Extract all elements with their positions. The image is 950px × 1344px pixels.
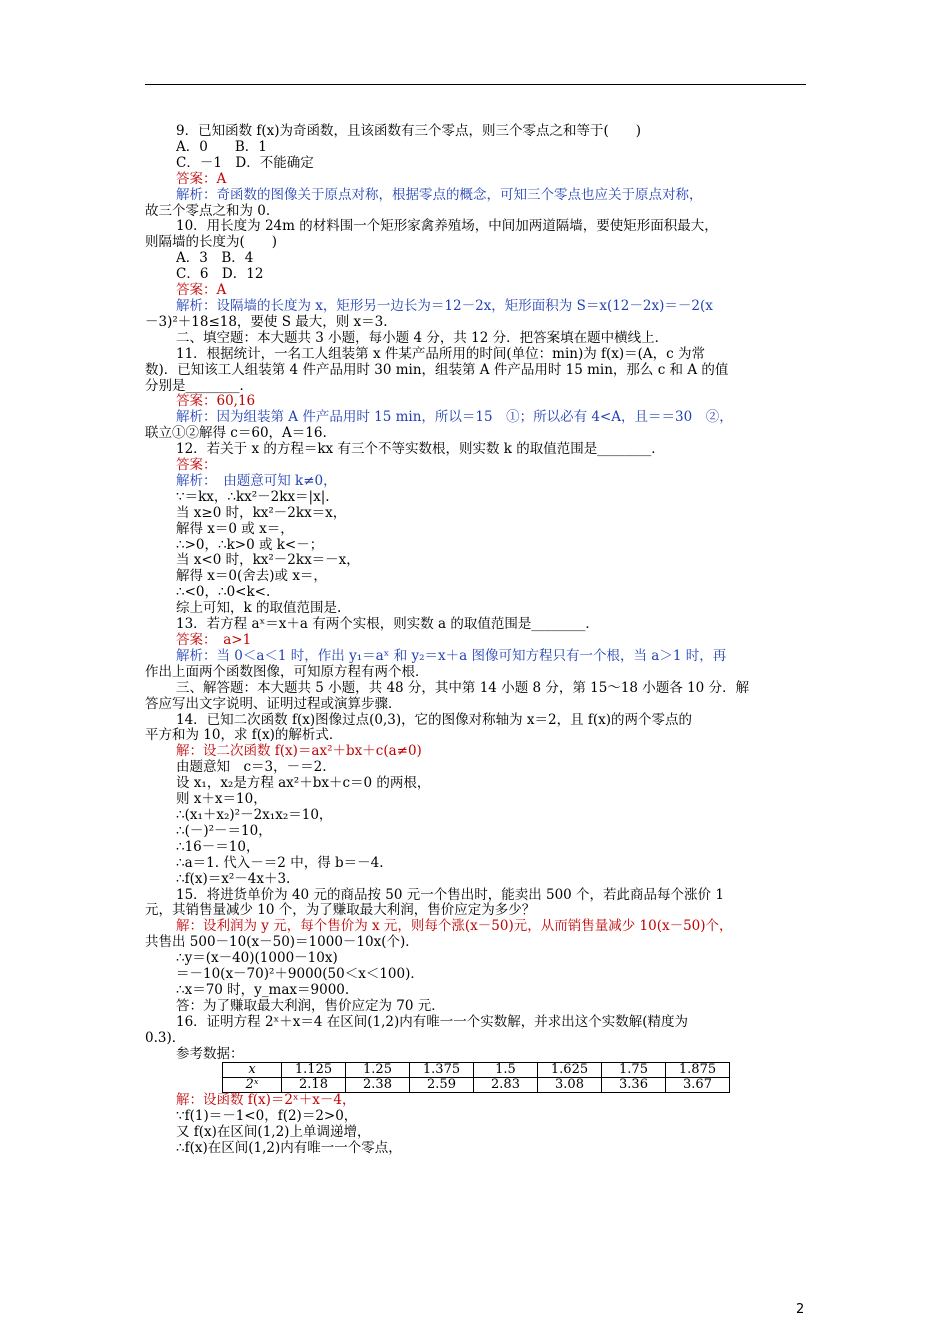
table-cell: 2.59: [410, 1078, 474, 1093]
q9-options-ab: A．0 B．1: [176, 138, 267, 155]
question-11: 11．根据统计，一名工人组装第 x 件某产品所用的时间(单位：min)为 f(x)＝(A，c 为常: [176, 345, 706, 362]
table-cell: 1.5: [474, 1063, 538, 1078]
q12-step: 当 x≥0 时，kx²－2kx＝x，: [176, 504, 347, 521]
q15-solution: 解：设利润为 y 元，每个售价为 x 元，则每个涨(x－50)元，从而销售量减少 10(x－50)个，: [176, 918, 733, 935]
q15-step: ∴x＝70 时，y_max＝9000.: [176, 981, 350, 998]
question-11-cont: 数)．已知该工人组装第 4 件产品用时 30 min，组装第 A 件产品用时 15 min，那么 c 和 A 的值: [145, 361, 729, 378]
question-15: 15．将进货单价为 40 元的商品按 50 元一个售出时，能卖出 500 个，若此商品每个涨价 1: [176, 886, 724, 903]
document-body: [145, 124, 806, 1157]
section-solve-heading-cont: 答应写出文字说明、证明过程或演算步骤．: [145, 695, 402, 712]
q11-explanation: 解析：因为组装第 A 件产品用时 15 min，所以＝15 ①；所以必有 4<A，且＝＝30 ②，: [176, 409, 733, 426]
q12-step: 解得 x＝0(舍去)或 x＝，: [176, 568, 327, 585]
q12-step: 解得 x＝0 或 x＝，: [176, 520, 294, 537]
table-cell: 1.25: [346, 1063, 410, 1078]
question-10-cont: 则隔墙的长度为( ): [145, 234, 278, 251]
q12-step: ∴<0，∴0<k<.: [176, 584, 271, 601]
q9-explanation: 解析：奇函数的图像关于原点对称，根据零点的概念，可知三个零点也应关于原点对称，: [176, 186, 703, 203]
section-solve-heading: 三、解答题：本大题共 5 小题，共 48 分，其中第 14 小题 8 分，第 15～18 小题各 10 分．解: [176, 679, 750, 696]
q11-answer: 答案：60,16: [176, 393, 256, 410]
q14-solution: 解：设二次函数 f(x)＝ax²＋bx＋c(a≠0): [176, 743, 422, 760]
question-15-cont: 元，其销售量减少 10 个，为了赚取最大利润，售价应定为多少？: [145, 902, 536, 919]
q14-result: ∴f(x)＝x²－4x＋3.: [176, 870, 291, 887]
table-header-cell: x: [223, 1063, 282, 1078]
q14-step: ∴16－＝10，: [176, 838, 260, 855]
q14-step: ∴(－)²－＝10，: [176, 822, 272, 839]
q15-step: ∴y＝(x－40)(1000－10x): [176, 950, 338, 967]
q13-explanation-cont: 作出上面两个函数图像，可知原方程有两个根．: [145, 663, 429, 680]
table-row: [223, 1078, 730, 1093]
q10-options-ab: A．3 B．4: [176, 250, 254, 267]
question-16-cont: 0.3)．: [145, 1029, 186, 1046]
table-cell: 3.36: [602, 1078, 666, 1093]
q12-step: ∴>0，∴k>0 或 k<－；: [176, 536, 324, 553]
question-12: 12．若关于 x 的方程＝kx 有三个不等实数根，则实数 k 的取值范围是________．: [176, 441, 665, 458]
table-cell: 3.67: [666, 1078, 730, 1093]
q14-step: 由题意知 c＝3，－＝2.: [176, 759, 327, 776]
q16-step: 又 f(x)在区间(1,2)上单调递增，: [176, 1124, 371, 1141]
q15-answer-statement: 答：为了赚取最大利润，售价应定为 70 元．: [176, 997, 445, 1014]
q15-step: ＝－10(x－70)²＋9000(50＜x＜100)．: [176, 966, 424, 983]
question-16: 16．证明方程 2ˣ＋x＝4 在区间(1,2)内有唯一一个实数解，并求出这个实数解(精度为: [176, 1013, 689, 1030]
question-9: 9．已知函数 f(x)为奇函数，且该函数有三个零点，则三个零点之和等于( ): [176, 123, 642, 139]
question-13: 13．若方程 aˣ＝x＋a 有两个实根，则实数 a 的取值范围是________．: [176, 616, 599, 633]
q10-explanation-cont: －3)²＋18≤18，要使 S 最大，则 x＝3.: [145, 313, 388, 330]
q14-step: ∴a＝1. 代入－＝2 中，得 b＝－4.: [176, 854, 384, 871]
table-row: [223, 1063, 730, 1078]
q10-options-cd: C．6 D．12: [176, 266, 264, 283]
question-11-cont2: 分别是________．: [145, 377, 253, 394]
page-number: 2: [796, 1302, 805, 1317]
table-cell: 1.625: [538, 1063, 602, 1078]
q16-step: ∴f(x)在区间(1,2)内有唯一一个零点，: [176, 1140, 402, 1157]
q10-explanation: 解析：设隔墙的长度为 x，矩形另一边长为＝12－2x，矩形面积为 S＝x(12－2x)＝－2(x: [176, 297, 713, 314]
q10-answer: 答案：A: [176, 282, 227, 299]
table-cell: 3.08: [538, 1078, 602, 1093]
table-cell: 2.18: [282, 1078, 346, 1093]
section-fill-in-heading: 二、填空题：本大题共 3 小题，每小题 4 分，共 12 分．把答案填在题中横线上．: [176, 329, 669, 346]
question-14-cont: 平方和为 10，求 f(x)的解析式．: [145, 727, 343, 744]
q11-explanation-cont: 联立①②解得 c＝60，A＝16.: [145, 425, 327, 442]
question-10: 10．用长度为 24m 的材料围一个矩形家禽养殖场，中间加两道隔墙，要使矩形面积最大，: [176, 218, 718, 235]
q16-solution: 解：设函数 f(x)＝2ˣ＋x－4，: [176, 1092, 356, 1109]
q9-answer: 答案：A: [176, 170, 227, 187]
table-cell: 2.83: [474, 1078, 538, 1093]
q15-solution-cont: 共售出 500－10(x－50)＝1000－10x(个)．: [145, 934, 419, 951]
table-cell: 1.125: [282, 1063, 346, 1078]
q14-step: 设 x₁，x₂是方程 ax²＋bx＋c＝0 的两根，: [176, 775, 431, 792]
q16-step: ∵f(1)＝－1<0，f(2)＝2>0，: [176, 1108, 358, 1125]
table-cell: 2.38: [346, 1078, 410, 1093]
q14-step: ∴(x₁＋x₂)²－2x₁x₂＝10，: [176, 806, 333, 823]
q9-options-cd: C．－1 D．不能确定: [176, 154, 314, 171]
table-cell: 1.375: [410, 1063, 474, 1078]
q9-explanation-cont: 故三个零点之和为 0.: [145, 202, 271, 219]
q14-step: 则 x＋x＝10，: [176, 791, 267, 808]
q12-step: ∵＝kx，∴kx²－2kx＝|x|.: [176, 488, 330, 505]
table-header-cell: 2ˣ: [223, 1078, 282, 1093]
reference-data-label: 参考数据：: [176, 1045, 244, 1062]
q13-answer: 答案： a>1: [176, 632, 252, 648]
question-14: 14．已知二次函数 f(x)图像过点(0,3)，它的图像对称轴为 x＝2，且 f(x)的两个零点的: [176, 711, 693, 728]
table-cell: 1.875: [666, 1063, 730, 1078]
q12-conclusion: 综上可知，k 的取值范围是.: [176, 600, 342, 617]
q12-answer: 答案：: [176, 457, 217, 474]
q13-explanation: 解析：当 0＜a＜1 时，作出 y₁＝aˣ 和 y₂＝x＋a 图像可知方程只有一个根，当 a＞1 时，再: [176, 647, 727, 664]
q12-step: 当 x<0 时，kx²－2kx＝－x，: [176, 552, 360, 569]
reference-data-table: [222, 1062, 730, 1093]
q12-explanation: 解析： 由题意可知 k≠0，: [176, 472, 337, 489]
table-cell: 1.75: [602, 1063, 666, 1078]
header-rule: [145, 84, 806, 85]
